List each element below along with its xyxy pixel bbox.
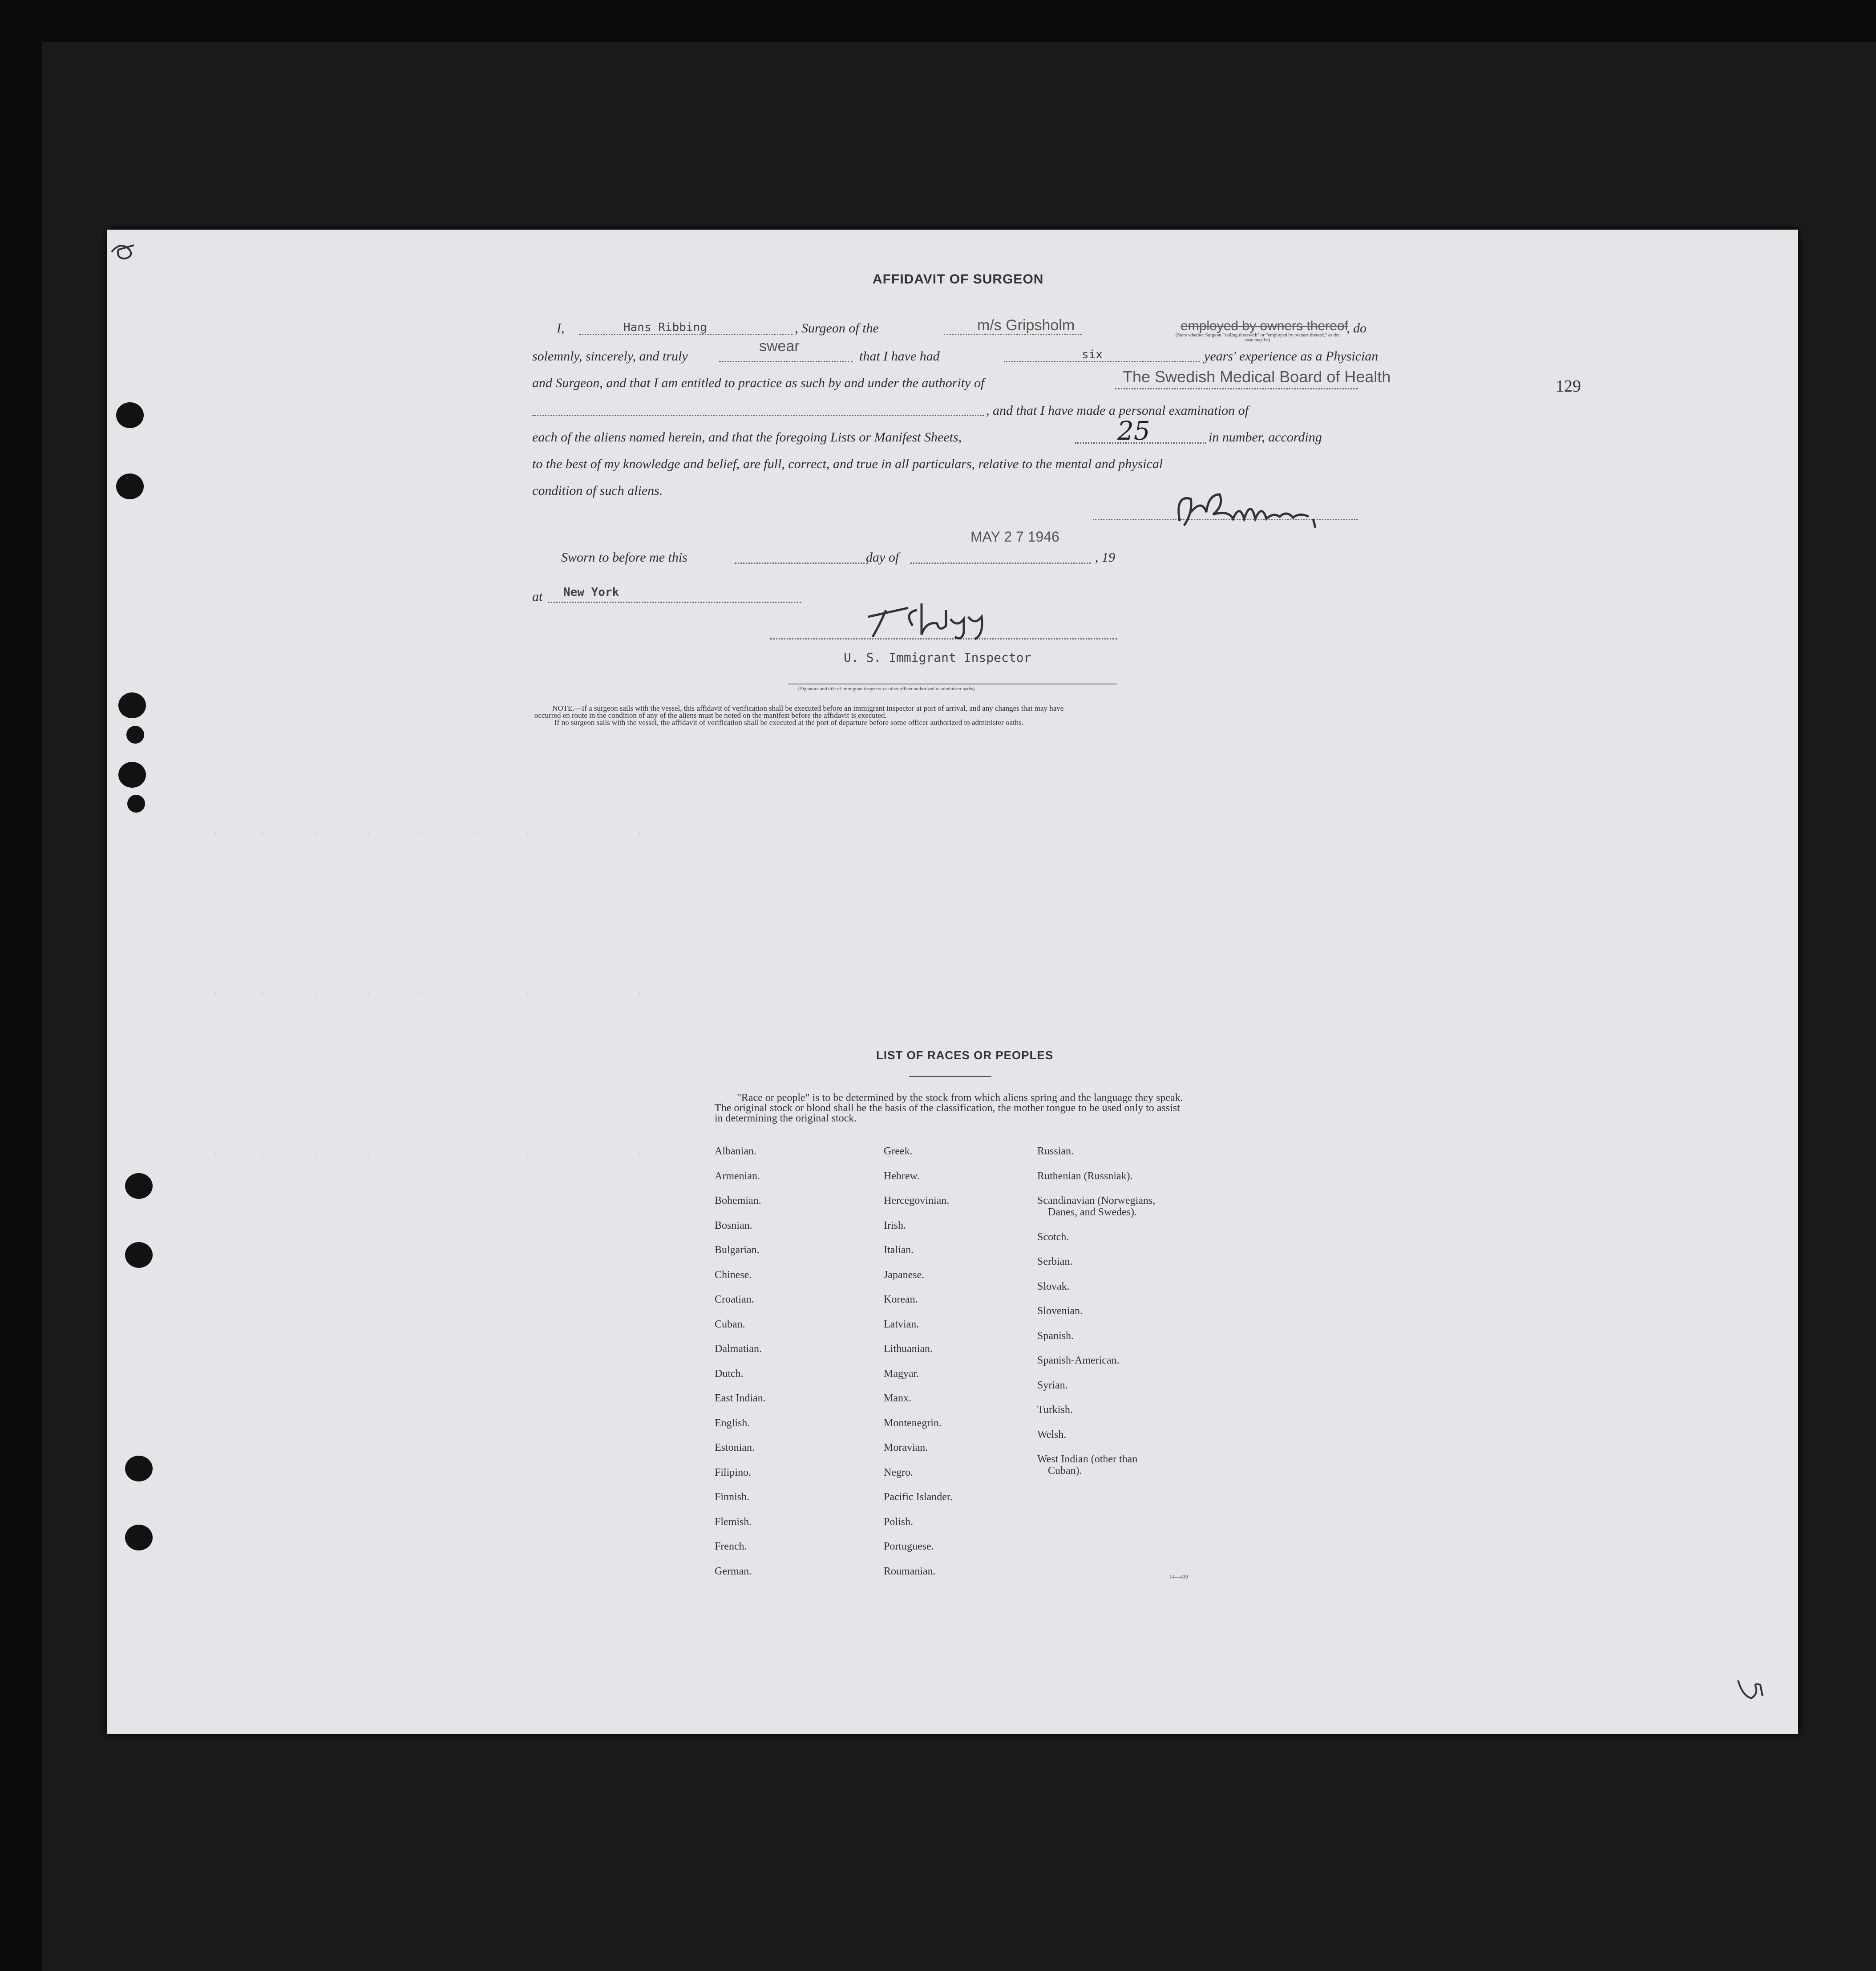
affidavit-text: each of the aliens named herein, and that the foregoing Lists or Manifest Sheets,	[532, 430, 962, 445]
note-line: If no surgeon sails with the vessel, the affidavit of verification shall be executed at the port of departure before some officer authorized to administer oaths.	[554, 718, 1024, 727]
binder-hole	[116, 474, 144, 499]
race-item: Portuguese.	[884, 1541, 934, 1552]
vessel-name: m/s Gripsholm	[977, 317, 1075, 334]
race-item: Croatian.	[715, 1294, 754, 1305]
race-item: Bohemian.	[715, 1195, 761, 1206]
binder-hole	[125, 1456, 153, 1481]
bleed-through-area: . . . . . . . . . .	[165, 986, 643, 997]
race-item: West Indian (other than Cuban).	[1037, 1453, 1138, 1477]
race-item: Italian.	[884, 1244, 914, 1256]
race-item: Russian.	[1037, 1145, 1074, 1157]
place-line	[548, 602, 801, 603]
race-item: Negro.	[884, 1466, 913, 1478]
race-item: Moravian.	[884, 1442, 928, 1453]
affidavit-text: , do	[1346, 321, 1367, 336]
employment-note: (State whether Surgeon "sailing therewith" or "employed by owners thereof," as the case may be)	[1175, 332, 1340, 343]
affidavit-text: and Surgeon, and that I am entitled to practice as such by and under the authority of	[532, 376, 985, 390]
place: New York	[563, 586, 619, 599]
race-item: Manx.	[884, 1392, 911, 1404]
corner-mark-icon	[1734, 1676, 1769, 1703]
sworn-day-line	[735, 563, 868, 564]
affidavit-text: solemnly, sincerely, and truly	[532, 349, 688, 364]
binder-hole	[125, 1173, 153, 1199]
races-intro: "Race or people" is to be determined by the stock from which aliens spring and the language they speak. The original stock or blood shall be the basis of the classification, the mother tongue to be used only to assist in determining the original stock.	[715, 1092, 1183, 1124]
affidavit-text: to the best of my knowledge and belief, are full, correct, and true in all particulars, relative to the mental and physical	[532, 457, 1163, 471]
race-item: Scotch.	[1037, 1231, 1069, 1243]
sheets-count: 25	[1117, 416, 1150, 446]
authority: The Swedish Medical Board of Health	[1123, 368, 1391, 386]
race-item: Welsh.	[1037, 1429, 1067, 1441]
binder-hole	[118, 762, 146, 788]
affidavit-text: in number, according	[1209, 430, 1322, 445]
races-title: LIST OF RACES OR PEOPLES	[876, 1048, 1054, 1062]
authority-continued-line	[532, 415, 984, 416]
document-page	[107, 230, 1798, 1734]
bleed-through-area: . . . . . . . . . .	[165, 826, 643, 837]
race-item: French.	[715, 1541, 747, 1552]
race-item: Chinese.	[715, 1269, 752, 1281]
binder-hole	[125, 1242, 153, 1268]
left-film-band	[0, 0, 42, 1971]
surgeon-name: Hans Ribbing	[623, 321, 707, 334]
race-item: East Indian.	[715, 1392, 766, 1404]
race-item: Ruthenian (Russniak).	[1037, 1170, 1133, 1182]
race-item: Cuban.	[715, 1318, 745, 1330]
bleed-through-area: . . . . . . . . . .	[165, 1146, 643, 1158]
inspector-signature	[855, 595, 1033, 644]
race-item: Japanese.	[884, 1269, 925, 1281]
race-item: Magyar.	[884, 1368, 919, 1380]
authority-line	[1115, 388, 1358, 389]
form-code: 14—439	[1169, 1574, 1188, 1580]
years-count: six	[1082, 348, 1103, 361]
race-item: Scandinavian (Norwegians, Danes, and Swedes).	[1037, 1195, 1156, 1218]
affidavit-text: , and that I have made a personal examination of	[986, 403, 1249, 418]
race-item: Bulgarian.	[715, 1244, 760, 1256]
affidavit-text: years' experience as a Physician	[1204, 349, 1379, 364]
race-item: Dalmatian.	[715, 1343, 762, 1355]
races-title-rule	[909, 1076, 991, 1077]
race-item: Lithuanian.	[884, 1343, 933, 1355]
affidavit-text: Sworn to before me this	[561, 550, 687, 565]
race-item: Greek.	[884, 1145, 913, 1157]
race-item: Irish.	[884, 1219, 906, 1231]
race-item: Finnish.	[715, 1491, 750, 1503]
binder-hole	[127, 795, 145, 813]
note-line: NOTE.—If a surgeon sails with the vessel, this affidavit of verification shall be executed before an immigrant inspector at port of arrival, and any changes that may have	[552, 704, 1064, 712]
oath-word: swear	[759, 338, 800, 355]
race-item: Flemish.	[715, 1516, 752, 1528]
race-item: English.	[715, 1417, 750, 1429]
race-item: Armenian.	[715, 1170, 760, 1182]
race-item: Hercegovinian.	[884, 1195, 950, 1206]
affidavit-text: at	[532, 589, 543, 604]
race-item: Filipino.	[715, 1466, 752, 1478]
binder-hole	[125, 1525, 153, 1550]
affidavit-text: , 19	[1095, 550, 1115, 565]
race-item: Estonian.	[715, 1442, 755, 1453]
corner-mark-icon	[107, 239, 143, 265]
race-item: German.	[715, 1565, 752, 1577]
race-item: Korean.	[884, 1294, 918, 1305]
race-item: Syrian.	[1037, 1379, 1068, 1391]
inspector-title: U. S. Immigrant Inspector	[844, 650, 1031, 665]
affidavit-text: I,	[557, 321, 565, 336]
surgeon-signature	[1166, 486, 1362, 534]
race-item: Turkish.	[1037, 1404, 1073, 1416]
note-line: occurred en route in the condition of any of the aliens must be noted on the manifest before the affidavit is executed.	[534, 711, 887, 720]
employment: employed by owners thereof	[1181, 319, 1348, 333]
race-item: Bosnian.	[715, 1219, 752, 1231]
affidavit-text: day of	[866, 550, 899, 565]
binder-hole	[126, 726, 144, 744]
race-item: Albanian.	[715, 1145, 756, 1157]
page-title: AFFIDAVIT OF SURGEON	[873, 272, 1044, 287]
race-item: Serbian.	[1037, 1256, 1073, 1267]
race-item: Polish.	[884, 1516, 914, 1528]
oath-line	[719, 361, 853, 362]
race-item: Montenegrin.	[884, 1417, 942, 1429]
affidavit-text: , Surgeon of the	[795, 321, 879, 336]
top-film-band	[0, 0, 1876, 42]
race-item: Hebrew.	[884, 1170, 920, 1182]
race-item: Dutch.	[715, 1368, 744, 1380]
race-item: Slovenian.	[1037, 1305, 1083, 1317]
affidavit-text: condition of such aliens.	[532, 483, 663, 498]
race-item: Slovak.	[1037, 1280, 1070, 1292]
binder-hole	[118, 692, 146, 718]
race-item: Spanish-American.	[1037, 1355, 1120, 1366]
race-item: Roumanian.	[884, 1565, 936, 1577]
date-stamp: MAY 2 7 1946	[970, 529, 1059, 545]
sworn-month-line	[910, 563, 1091, 564]
race-item: Latvian.	[884, 1318, 919, 1330]
race-item: Pacific Islander.	[884, 1491, 953, 1503]
page-number: 129	[1556, 377, 1581, 396]
race-item: Spanish.	[1037, 1330, 1074, 1342]
inspector-caption: (Signature and title of immigrant inspector or other officer authorized to administer oaths)	[798, 686, 975, 692]
affidavit-text: that I have had	[859, 349, 940, 364]
binder-hole	[116, 402, 144, 428]
